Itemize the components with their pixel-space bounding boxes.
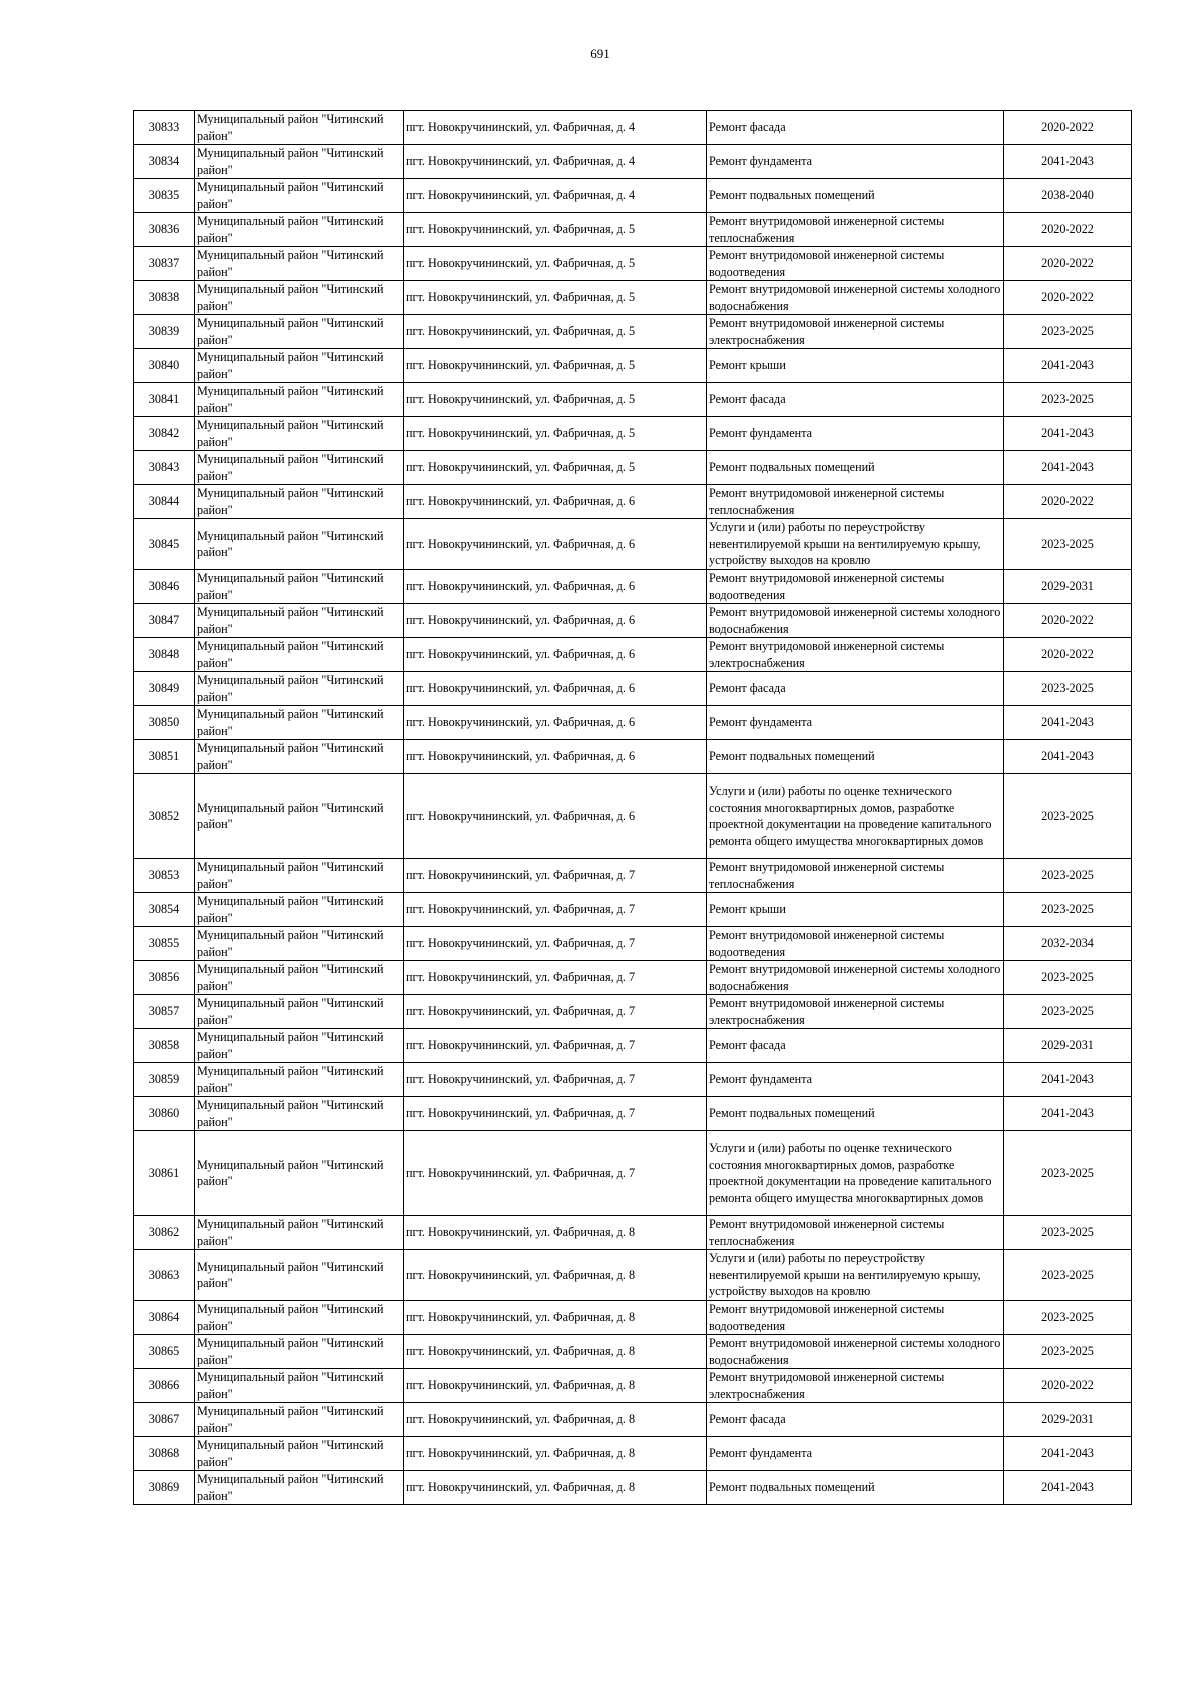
- work-type-cell: Ремонт фасада: [707, 1403, 1004, 1437]
- work-type-cell: Ремонт фундамента: [707, 417, 1004, 451]
- table-row: [134, 927, 1132, 961]
- row-number-cell: 30842: [134, 417, 195, 451]
- row-number-cell: 30867: [134, 1403, 195, 1437]
- address-cell: пгт. Новокручининский, ул. Фабричная, д. 5: [404, 349, 707, 383]
- period-cell: 2041-2043: [1004, 1097, 1132, 1131]
- period-cell: 2029-2031: [1004, 1029, 1132, 1063]
- table-row: [134, 1437, 1132, 1471]
- period-cell: 2041-2043: [1004, 1063, 1132, 1097]
- municipality-cell: Муниципальный район "Читинский район": [195, 995, 404, 1029]
- work-type-cell: Ремонт крыши: [707, 349, 1004, 383]
- period-cell: 2020-2022: [1004, 638, 1132, 672]
- table-row: [134, 1250, 1132, 1301]
- work-type-cell: Ремонт внутридомовой инженерной системы водоотведения: [707, 570, 1004, 604]
- row-number-cell: 30865: [134, 1335, 195, 1369]
- table-row: [134, 1301, 1132, 1335]
- table-row: [134, 1369, 1132, 1403]
- municipality-cell: Муниципальный район "Читинский район": [195, 1250, 404, 1301]
- period-cell: 2020-2022: [1004, 485, 1132, 519]
- work-type-cell: Ремонт внутридомовой инженерной системы холодного водоснабжения: [707, 961, 1004, 995]
- table-row: [134, 961, 1132, 995]
- address-cell: пгт. Новокручининский, ул. Фабричная, д. 8: [404, 1335, 707, 1369]
- table-row: [134, 349, 1132, 383]
- municipality-cell: Муниципальный район "Читинский район": [195, 1437, 404, 1471]
- address-cell: пгт. Новокручининский, ул. Фабричная, д. 6: [404, 485, 707, 519]
- period-cell: 2020-2022: [1004, 281, 1132, 315]
- row-number-cell: 30837: [134, 247, 195, 281]
- period-cell: 2020-2022: [1004, 604, 1132, 638]
- work-type-cell: Услуги и (или) работы по оценке технического состояния многоквартирных домов, разработке проектной документации на проведение капитального ремонта общего имущества многоквартирных домов: [707, 1131, 1004, 1216]
- period-cell: 2023-2025: [1004, 859, 1132, 893]
- work-type-cell: Ремонт фундамента: [707, 1437, 1004, 1471]
- work-type-cell: Ремонт внутридомовой инженерной системы водоотведения: [707, 927, 1004, 961]
- address-cell: пгт. Новокручининский, ул. Фабричная, д. 6: [404, 604, 707, 638]
- period-cell: 2020-2022: [1004, 111, 1132, 145]
- municipality-cell: Муниципальный район "Читинский район": [195, 570, 404, 604]
- address-cell: пгт. Новокручининский, ул. Фабричная, д. 6: [404, 774, 707, 859]
- table-row: [134, 1335, 1132, 1369]
- row-number-cell: 30849: [134, 672, 195, 706]
- address-cell: пгт. Новокручининский, ул. Фабричная, д. 4: [404, 145, 707, 179]
- table-row: [134, 706, 1132, 740]
- address-cell: пгт. Новокручининский, ул. Фабричная, д. 5: [404, 213, 707, 247]
- period-cell: 2041-2043: [1004, 1437, 1132, 1471]
- row-number-cell: 30833: [134, 111, 195, 145]
- municipality-cell: Муниципальный район "Читинский район": [195, 893, 404, 927]
- work-type-cell: Ремонт внутридомовой инженерной системы теплоснабжения: [707, 1216, 1004, 1250]
- municipality-cell: Муниципальный район "Читинский район": [195, 1131, 404, 1216]
- work-type-cell: Ремонт подвальных помещений: [707, 1097, 1004, 1131]
- address-cell: пгт. Новокручининский, ул. Фабричная, д. 6: [404, 519, 707, 570]
- period-cell: 2023-2025: [1004, 961, 1132, 995]
- row-number-cell: 30835: [134, 179, 195, 213]
- address-cell: пгт. Новокручининский, ул. Фабричная, д. 5: [404, 417, 707, 451]
- address-cell: пгт. Новокручининский, ул. Фабричная, д. 5: [404, 247, 707, 281]
- municipality-cell: Муниципальный район "Читинский район": [195, 1063, 404, 1097]
- table-row: [134, 740, 1132, 774]
- row-number-cell: 30868: [134, 1437, 195, 1471]
- municipality-cell: Муниципальный район "Читинский район": [195, 1029, 404, 1063]
- table-row: [134, 519, 1132, 570]
- work-type-cell: Ремонт внутридомовой инженерной системы электроснабжения: [707, 638, 1004, 672]
- table-row: [134, 1216, 1132, 1250]
- row-number-cell: 30864: [134, 1301, 195, 1335]
- table-row: [134, 1403, 1132, 1437]
- row-number-cell: 30866: [134, 1369, 195, 1403]
- municipality-cell: Муниципальный район "Читинский район": [195, 638, 404, 672]
- address-cell: пгт. Новокручининский, ул. Фабричная, д. 4: [404, 111, 707, 145]
- municipality-cell: Муниципальный район "Читинский район": [195, 706, 404, 740]
- table-row: [134, 893, 1132, 927]
- work-type-cell: Услуги и (или) работы по переустройству невентилируемой крыши на вентилируемую крышу, устройству выходов на кровлю: [707, 1250, 1004, 1301]
- work-type-cell: Ремонт подвальных помещений: [707, 740, 1004, 774]
- municipality-cell: Муниципальный район "Читинский район": [195, 451, 404, 485]
- address-cell: пгт. Новокручининский, ул. Фабричная, д. 7: [404, 1131, 707, 1216]
- address-cell: пгт. Новокручининский, ул. Фабричная, д. 6: [404, 706, 707, 740]
- period-cell: 2023-2025: [1004, 1250, 1132, 1301]
- table-row: [134, 1097, 1132, 1131]
- work-type-cell: Ремонт внутридомовой инженерной системы водоотведения: [707, 1301, 1004, 1335]
- address-cell: пгт. Новокручининский, ул. Фабричная, д. 7: [404, 927, 707, 961]
- period-cell: 2041-2043: [1004, 740, 1132, 774]
- work-type-cell: Ремонт фасада: [707, 1029, 1004, 1063]
- table-row: [134, 213, 1132, 247]
- row-number-cell: 30840: [134, 349, 195, 383]
- work-type-cell: Ремонт внутридомовой инженерной системы холодного водоснабжения: [707, 281, 1004, 315]
- period-cell: 2023-2025: [1004, 315, 1132, 349]
- work-type-cell: Ремонт внутридомовой инженерной системы теплоснабжения: [707, 859, 1004, 893]
- work-type-cell: Ремонт внутридомовой инженерной системы холодного водоснабжения: [707, 1335, 1004, 1369]
- table-row: [134, 1131, 1132, 1216]
- row-number-cell: 30859: [134, 1063, 195, 1097]
- period-cell: 2029-2031: [1004, 1403, 1132, 1437]
- row-number-cell: 30850: [134, 706, 195, 740]
- period-cell: 2029-2031: [1004, 570, 1132, 604]
- table-row: [134, 179, 1132, 213]
- table-row: [134, 1029, 1132, 1063]
- address-cell: пгт. Новокручининский, ул. Фабричная, д. 6: [404, 672, 707, 706]
- address-cell: пгт. Новокручининский, ул. Фабричная, д. 7: [404, 995, 707, 1029]
- address-cell: пгт. Новокручининский, ул. Фабричная, д. 5: [404, 451, 707, 485]
- table-row: [134, 247, 1132, 281]
- period-cell: 2023-2025: [1004, 1131, 1132, 1216]
- row-number-cell: 30863: [134, 1250, 195, 1301]
- period-cell: 2020-2022: [1004, 1369, 1132, 1403]
- row-number-cell: 30841: [134, 383, 195, 417]
- work-type-cell: Ремонт внутридомовой инженерной системы электроснабжения: [707, 315, 1004, 349]
- row-number-cell: 30836: [134, 213, 195, 247]
- municipality-cell: Муниципальный район "Читинский район": [195, 1097, 404, 1131]
- table-row: [134, 315, 1132, 349]
- row-number-cell: 30853: [134, 859, 195, 893]
- work-type-cell: Ремонт внутридомовой инженерной системы теплоснабжения: [707, 485, 1004, 519]
- period-cell: 2041-2043: [1004, 417, 1132, 451]
- work-type-cell: Услуги и (или) работы по оценке технического состояния многоквартирных домов, разработке проектной документации на проведение капитального ремонта общего имущества многоквартирных домов: [707, 774, 1004, 859]
- work-type-cell: Ремонт фундамента: [707, 145, 1004, 179]
- address-cell: пгт. Новокручининский, ул. Фабричная, д. 5: [404, 281, 707, 315]
- address-cell: пгт. Новокручининский, ул. Фабричная, д. 6: [404, 740, 707, 774]
- address-cell: пгт. Новокручининский, ул. Фабричная, д. 7: [404, 859, 707, 893]
- period-cell: 2032-2034: [1004, 927, 1132, 961]
- row-number-cell: 30857: [134, 995, 195, 1029]
- table-row: [134, 995, 1132, 1029]
- table-row: [134, 1063, 1132, 1097]
- municipality-cell: Муниципальный район "Читинский район": [195, 672, 404, 706]
- table-row: [134, 383, 1132, 417]
- period-cell: 2023-2025: [1004, 672, 1132, 706]
- row-number-cell: 30839: [134, 315, 195, 349]
- table-row: [134, 604, 1132, 638]
- period-cell: 2041-2043: [1004, 145, 1132, 179]
- row-number-cell: 30847: [134, 604, 195, 638]
- row-number-cell: 30845: [134, 519, 195, 570]
- row-number-cell: 30861: [134, 1131, 195, 1216]
- page-number: 691: [590, 46, 610, 61]
- row-number-cell: 30852: [134, 774, 195, 859]
- work-type-cell: Ремонт фасада: [707, 383, 1004, 417]
- row-number-cell: 30855: [134, 927, 195, 961]
- row-number-cell: 30846: [134, 570, 195, 604]
- table-row: [134, 672, 1132, 706]
- table-row: [134, 570, 1132, 604]
- work-type-cell: Ремонт внутридомовой инженерной системы электроснабжения: [707, 995, 1004, 1029]
- row-number-cell: 30844: [134, 485, 195, 519]
- repair-schedule-table: [133, 110, 1132, 1505]
- work-type-cell: Ремонт внутридомовой инженерной системы электроснабжения: [707, 1369, 1004, 1403]
- municipality-cell: Муниципальный район "Читинский район": [195, 145, 404, 179]
- municipality-cell: Муниципальный район "Читинский район": [195, 485, 404, 519]
- work-type-cell: Ремонт подвальных помещений: [707, 179, 1004, 213]
- table-row: [134, 1471, 1132, 1505]
- table-row: [134, 451, 1132, 485]
- row-number-cell: 30843: [134, 451, 195, 485]
- row-number-cell: 30869: [134, 1471, 195, 1505]
- table-row: [134, 281, 1132, 315]
- table-row: [134, 774, 1132, 859]
- municipality-cell: Муниципальный район "Читинский район": [195, 417, 404, 451]
- row-number-cell: 30834: [134, 145, 195, 179]
- municipality-cell: Муниципальный район "Читинский район": [195, 1335, 404, 1369]
- work-type-cell: Ремонт внутридомовой инженерной системы водоотведения: [707, 247, 1004, 281]
- municipality-cell: Муниципальный район "Читинский район": [195, 111, 404, 145]
- table-row: [134, 145, 1132, 179]
- work-type-cell: Ремонт крыши: [707, 893, 1004, 927]
- work-type-cell: Ремонт внутридомовой инженерной системы холодного водоснабжения: [707, 604, 1004, 638]
- address-cell: пгт. Новокручининский, ул. Фабричная, д. 7: [404, 893, 707, 927]
- work-type-cell: Ремонт фундамента: [707, 1063, 1004, 1097]
- municipality-cell: Муниципальный район "Читинский район": [195, 383, 404, 417]
- table-row: [134, 859, 1132, 893]
- address-cell: пгт. Новокручининский, ул. Фабричная, д. 8: [404, 1250, 707, 1301]
- period-cell: 2038-2040: [1004, 179, 1132, 213]
- municipality-cell: Муниципальный район "Читинский район": [195, 315, 404, 349]
- table-row: [134, 111, 1132, 145]
- municipality-cell: Муниципальный район "Читинский район": [195, 604, 404, 638]
- table-body: [134, 111, 1132, 1505]
- address-cell: пгт. Новокручининский, ул. Фабричная, д. 6: [404, 570, 707, 604]
- address-cell: пгт. Новокручининский, ул. Фабричная, д. 7: [404, 1029, 707, 1063]
- address-cell: пгт. Новокручининский, ул. Фабричная, д. 8: [404, 1369, 707, 1403]
- address-cell: пгт. Новокручининский, ул. Фабричная, д. 8: [404, 1216, 707, 1250]
- row-number-cell: 30856: [134, 961, 195, 995]
- address-cell: пгт. Новокручининский, ул. Фабричная, д. 4: [404, 179, 707, 213]
- work-type-cell: Ремонт фасада: [707, 672, 1004, 706]
- period-cell: 2020-2022: [1004, 247, 1132, 281]
- municipality-cell: Муниципальный район "Читинский район": [195, 1403, 404, 1437]
- work-type-cell: Ремонт подвальных помещений: [707, 1471, 1004, 1505]
- period-cell: 2041-2043: [1004, 706, 1132, 740]
- work-type-cell: Ремонт внутридомовой инженерной системы теплоснабжения: [707, 213, 1004, 247]
- municipality-cell: Муниципальный район "Читинский район": [195, 519, 404, 570]
- table-row: [134, 485, 1132, 519]
- row-number-cell: 30858: [134, 1029, 195, 1063]
- period-cell: 2023-2025: [1004, 995, 1132, 1029]
- municipality-cell: Муниципальный район "Читинский район": [195, 1301, 404, 1335]
- address-cell: пгт. Новокручининский, ул. Фабричная, д. 8: [404, 1471, 707, 1505]
- address-cell: пгт. Новокручининский, ул. Фабричная, д. 8: [404, 1437, 707, 1471]
- table-row: [134, 417, 1132, 451]
- row-number-cell: 30851: [134, 740, 195, 774]
- municipality-cell: Муниципальный район "Читинский район": [195, 179, 404, 213]
- period-cell: 2023-2025: [1004, 1216, 1132, 1250]
- period-cell: 2041-2043: [1004, 1471, 1132, 1505]
- work-type-cell: Услуги и (или) работы по переустройству невентилируемой крыши на вентилируемую крышу, устройству выходов на кровлю: [707, 519, 1004, 570]
- municipality-cell: Муниципальный район "Читинский район": [195, 1216, 404, 1250]
- period-cell: 2023-2025: [1004, 893, 1132, 927]
- municipality-cell: Муниципальный район "Читинский район": [195, 1471, 404, 1505]
- address-cell: пгт. Новокручининский, ул. Фабричная, д. 7: [404, 1097, 707, 1131]
- municipality-cell: Муниципальный район "Читинский район": [195, 281, 404, 315]
- period-cell: 2041-2043: [1004, 451, 1132, 485]
- address-cell: пгт. Новокручининский, ул. Фабричная, д. 8: [404, 1403, 707, 1437]
- row-number-cell: 30854: [134, 893, 195, 927]
- municipality-cell: Муниципальный район "Читинский район": [195, 349, 404, 383]
- municipality-cell: Муниципальный район "Читинский район": [195, 213, 404, 247]
- municipality-cell: Муниципальный район "Читинский район": [195, 774, 404, 859]
- municipality-cell: Муниципальный район "Читинский район": [195, 740, 404, 774]
- period-cell: 2023-2025: [1004, 1335, 1132, 1369]
- row-number-cell: 30848: [134, 638, 195, 672]
- address-cell: пгт. Новокручининский, ул. Фабричная, д. 7: [404, 1063, 707, 1097]
- work-type-cell: Ремонт фасада: [707, 111, 1004, 145]
- municipality-cell: Муниципальный район "Читинский район": [195, 859, 404, 893]
- address-cell: пгт. Новокручининский, ул. Фабричная, д. 8: [404, 1301, 707, 1335]
- municipality-cell: Муниципальный район "Читинский район": [195, 247, 404, 281]
- address-cell: пгт. Новокручининский, ул. Фабричная, д. 6: [404, 638, 707, 672]
- address-cell: пгт. Новокручининский, ул. Фабричная, д. 5: [404, 383, 707, 417]
- period-cell: 2020-2022: [1004, 213, 1132, 247]
- municipality-cell: Муниципальный район "Читинский район": [195, 1369, 404, 1403]
- period-cell: 2023-2025: [1004, 383, 1132, 417]
- work-type-cell: Ремонт фундамента: [707, 706, 1004, 740]
- address-cell: пгт. Новокручининский, ул. Фабричная, д. 5: [404, 315, 707, 349]
- period-cell: 2041-2043: [1004, 349, 1132, 383]
- row-number-cell: 30862: [134, 1216, 195, 1250]
- work-type-cell: Ремонт подвальных помещений: [707, 451, 1004, 485]
- period-cell: 2023-2025: [1004, 1301, 1132, 1335]
- municipality-cell: Муниципальный район "Читинский район": [195, 927, 404, 961]
- row-number-cell: 30838: [134, 281, 195, 315]
- address-cell: пгт. Новокручининский, ул. Фабричная, д. 7: [404, 961, 707, 995]
- period-cell: 2023-2025: [1004, 774, 1132, 859]
- table-row: [134, 638, 1132, 672]
- row-number-cell: 30860: [134, 1097, 195, 1131]
- period-cell: 2023-2025: [1004, 519, 1132, 570]
- municipality-cell: Муниципальный район "Читинский район": [195, 961, 404, 995]
